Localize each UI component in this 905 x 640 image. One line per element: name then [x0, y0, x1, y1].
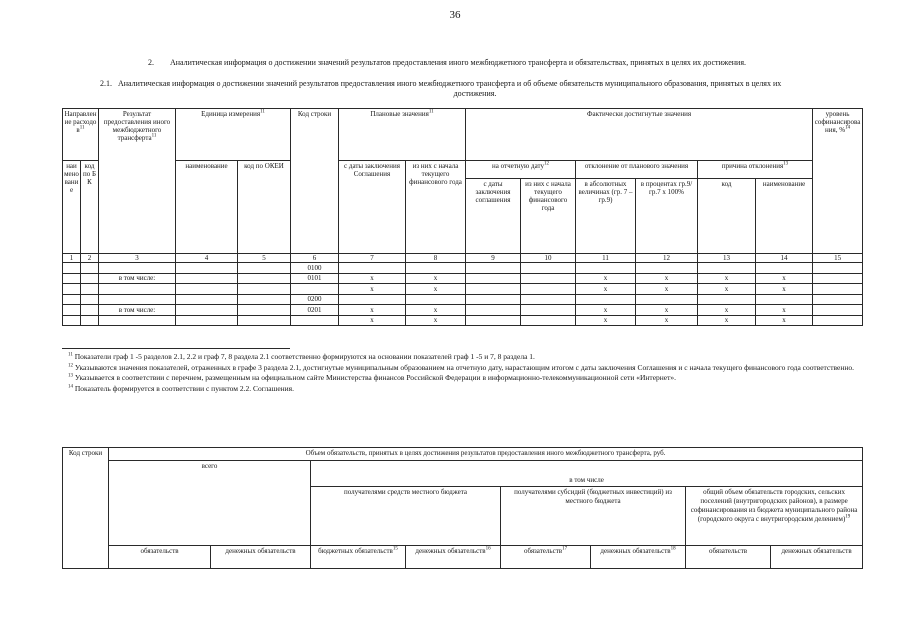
- table-cell: х: [576, 305, 636, 316]
- column-number: 12: [636, 254, 698, 263]
- table-cell: [63, 315, 81, 326]
- results-table-body: [63, 254, 863, 326]
- section-2-1-text-line1: Аналитическая информация о достижении значений результатов предоставления иного межбюджетного трансферта и об объеме обязательств муниципального образования, принятых в целях их: [118, 79, 782, 88]
- column-number: 15: [813, 254, 863, 263]
- footnote-mark: 13: [68, 373, 73, 379]
- table-cell: [63, 273, 81, 284]
- table-cell: [176, 284, 238, 295]
- deviation-pct-header: в процентах гр.9/гр.7 х 100%: [636, 179, 698, 254]
- table-cell: [466, 294, 521, 305]
- page-number: 36: [449, 9, 461, 21]
- settlements-monetary-obligations-header: [771, 546, 863, 569]
- table-cell: [521, 294, 576, 305]
- settlements-obligations-header: [686, 546, 771, 569]
- section-2-1-number: 2.1.: [100, 79, 112, 88]
- column-number: 3: [99, 254, 176, 263]
- cofinancing-header-text: уровень софинансирования, %: [814, 110, 861, 134]
- cell-text: обязательств: [140, 547, 179, 555]
- column-number: 9: [466, 254, 521, 263]
- table-cell: [291, 284, 339, 295]
- column-number: 13: [698, 254, 756, 263]
- local-budget-recipients-header: получателями средств местного бюджета: [311, 487, 501, 546]
- table-cell: [466, 263, 521, 274]
- table-cell: х: [339, 315, 406, 326]
- table-cell: х: [756, 315, 813, 326]
- total-header: всего: [109, 461, 311, 546]
- planned-from-year-header: из них с начала текущего финансового года: [406, 161, 466, 254]
- column-number: 10: [521, 254, 576, 263]
- footnote-mark: 14: [68, 384, 73, 389]
- table-cell: [176, 273, 238, 284]
- table-cell: х: [698, 305, 756, 316]
- table-cell: [81, 294, 99, 305]
- table-cell: х: [636, 315, 698, 326]
- table-cell: [466, 273, 521, 284]
- deviation-abs-header: в абсолютных величинах (гр. 7 – гр.9): [576, 179, 636, 254]
- table-cell: [99, 294, 176, 305]
- obligations-table: [62, 447, 863, 569]
- table-cell: [698, 294, 756, 305]
- reason-name-header: наименование: [756, 179, 813, 254]
- table-cell: [81, 305, 99, 316]
- actual-reporting-date-header: [466, 161, 576, 179]
- obligations-title: Объем обязательств, принятых в целях достижения результатов предоставления иного межбюджетного трансферта, руб.: [109, 448, 863, 461]
- table-cell: х: [698, 273, 756, 284]
- result-header-text: Результат предоставления иного межбюджетного трансферта: [103, 110, 171, 142]
- header-row-1: [63, 109, 863, 161]
- settlements-total-header: [686, 487, 863, 546]
- cell-text: денежных обязательств: [225, 547, 296, 555]
- table-cell: [238, 315, 291, 326]
- footnote-separator: [62, 348, 290, 349]
- row-code-header: Код строки: [291, 109, 339, 254]
- planned-header-text: Плановые значения: [370, 110, 429, 118]
- table-cell: [466, 305, 521, 316]
- table-cell: в том числе:: [99, 305, 176, 316]
- table-cell: х: [756, 273, 813, 284]
- row-code-header: Код строки: [63, 448, 109, 569]
- table-cell: [238, 305, 291, 316]
- table-cell: 0100: [291, 263, 339, 274]
- unit-code-header: код по ОКЕИ: [238, 161, 291, 254]
- table-cell: [63, 305, 81, 316]
- cell-text: обязательств: [523, 547, 563, 555]
- total-monetary-obligations-header: [211, 546, 311, 569]
- reason-code-header: код: [698, 179, 756, 254]
- table-cell: [756, 263, 813, 274]
- footnotes: [68, 352, 858, 394]
- table-cell: [466, 284, 521, 295]
- table-cell: [466, 315, 521, 326]
- table-cell: х: [576, 315, 636, 326]
- table-cell: [81, 284, 99, 295]
- table-cell: [339, 294, 406, 305]
- footnote-text: Показатель формируется в соответствии с пунктом 2.2. Соглашения.: [74, 383, 295, 393]
- header-row-2: [63, 161, 863, 179]
- direction-code-header: код по БК: [81, 161, 99, 254]
- column-number: 6: [291, 254, 339, 263]
- table-cell: [406, 263, 466, 274]
- table-cell: 0101: [291, 273, 339, 284]
- table-cell: х: [698, 315, 756, 326]
- table-cell: [813, 273, 863, 284]
- column-numbers-row: [63, 254, 863, 263]
- footnote-14: [68, 384, 858, 395]
- cell-text: обязательств: [708, 547, 748, 555]
- section-2-1-text-line2: достижения.: [453, 89, 497, 98]
- table-cell: х: [756, 284, 813, 295]
- column-number: 4: [176, 254, 238, 263]
- table-cell: 0200: [291, 294, 339, 305]
- footnote-ref: 11: [79, 125, 85, 131]
- table-row: [63, 284, 863, 295]
- table-cell: [521, 284, 576, 295]
- column-number: 7: [339, 254, 406, 263]
- unit-header: [176, 109, 291, 161]
- subsidy-monetary-obligations-header: [591, 546, 686, 569]
- cell-text: денежных обязательств: [781, 547, 852, 555]
- reason-header-text: причина отклонения: [721, 162, 784, 170]
- column-number: 14: [756, 254, 813, 263]
- cell-text: бюджетных обязательств: [318, 547, 393, 555]
- table-cell: [238, 263, 291, 274]
- cofinancing-header: [813, 109, 863, 254]
- footnote-ref: 11: [260, 109, 265, 115]
- obligations-header-row-2: [63, 461, 863, 487]
- footnote-12: [68, 363, 858, 374]
- planned-from-agreement-header: с даты заключения Соглашения: [339, 161, 406, 254]
- table-cell: [406, 294, 466, 305]
- table-cell: [813, 263, 863, 274]
- footnote-text: Указываются значения показателей, отраженных в графе 3 раздела 2.1, достигнутые муниципальным образованием на отчетную дату, нарастающим итогом с даты заключения Соглашения и с начала текущего финансового года соответственно.: [74, 362, 854, 372]
- direction-header: [63, 109, 99, 161]
- table-cell: [99, 284, 176, 295]
- table-cell: [813, 284, 863, 295]
- column-number: 5: [238, 254, 291, 263]
- including-header: в том числе: [311, 461, 863, 487]
- table-cell: [81, 263, 99, 274]
- table-cell: [813, 294, 863, 305]
- column-number: 11: [576, 254, 636, 263]
- obligations-header-row-1: [63, 448, 863, 461]
- table-cell: х: [406, 315, 466, 326]
- subsidy-recipients-header: получателями субсидий (бюджетных инвестиций) из местного бюджета: [501, 487, 686, 546]
- table-cell: х: [406, 305, 466, 316]
- table-cell: [813, 305, 863, 316]
- table-cell: [576, 263, 636, 274]
- table-cell: х: [636, 305, 698, 316]
- table-cell: х: [406, 273, 466, 284]
- cell-text: денежных обязательств: [600, 547, 671, 555]
- footnote-ref: 11: [428, 109, 434, 115]
- obligations-header-row-4: [63, 546, 863, 569]
- footnote-mark: 12: [68, 363, 73, 368]
- footnote-text: Показатели граф 1 -5 разделов 2.1, 2.2 и граф 7, 8 раздела 2.1 соответственно формируются на основании показателей граф 1 -5 и 7, 8 раздела 1.: [74, 352, 535, 361]
- column-number: 8: [406, 254, 466, 263]
- table-cell: [813, 315, 863, 326]
- table-cell: х: [698, 284, 756, 295]
- direction-header-text: Направление расходов: [64, 110, 97, 134]
- footnote-mark: 11: [68, 352, 73, 358]
- local-budget-obligations-header: [311, 546, 406, 569]
- table-cell: [756, 294, 813, 305]
- actual-header: Фактически достигнутые значения: [466, 109, 813, 161]
- table-cell: х: [339, 284, 406, 295]
- table-cell: [63, 284, 81, 295]
- deviation-header: отклонение от планового значения: [576, 161, 698, 179]
- footnote-text: Указывается в соответствии с перечнем, размещенным на официальном сайте Министерства финансов Российской Федерации в информационно-телекоммуникационной сети «Интернет».: [74, 373, 677, 382]
- footnote-ref: 12: [543, 161, 549, 167]
- footnote-13: [68, 373, 858, 384]
- unit-header-text: Единица измерения: [201, 110, 261, 118]
- table-cell: [176, 263, 238, 274]
- table-cell: [339, 263, 406, 274]
- table-cell: х: [636, 284, 698, 295]
- table-row: [63, 294, 863, 305]
- table-cell: [636, 294, 698, 305]
- actual-from-agreement-header: с даты заключения соглашения: [466, 179, 521, 254]
- table-row: [63, 315, 863, 326]
- direction-name-header: наименование: [63, 161, 81, 254]
- actual-reporting-date-text: на отчетную дату: [492, 162, 544, 170]
- table-cell: х: [406, 284, 466, 295]
- table-cell: [63, 263, 81, 274]
- table-cell: [521, 273, 576, 284]
- table-cell: х: [339, 305, 406, 316]
- table-cell: [291, 315, 339, 326]
- table-cell: х: [576, 273, 636, 284]
- section-2-number: 2.: [148, 58, 154, 67]
- footnote-ref: 18: [670, 546, 676, 552]
- table-cell: [81, 315, 99, 326]
- table-cell: х: [576, 284, 636, 295]
- reason-header: [698, 161, 813, 179]
- settlements-total-text: общий объем обязательств городских, сельских поселений (внутригородских районов), в размере софинансирования из бюджета муниципального района (городского округа с внутригородским делением): [690, 488, 858, 523]
- table-cell: 0201: [291, 305, 339, 316]
- table-row: [63, 263, 863, 274]
- total-obligations-header: [109, 546, 211, 569]
- table-cell: х: [339, 273, 406, 284]
- section-2-text: Аналитическая информация о достижении значений результатов предоставления иного межбюджетного трансферта и обязательствах, принятых в целях их достижения.: [170, 58, 746, 67]
- footnote-ref: 13: [783, 161, 789, 167]
- table-cell: в том числе:: [99, 273, 176, 284]
- table-cell: [176, 315, 238, 326]
- section-2-heading: [148, 58, 746, 68]
- footnote-ref: 16: [485, 546, 491, 552]
- local-monetary-obligations-header: [406, 546, 501, 569]
- subsidy-obligations-header: [501, 546, 591, 569]
- footnote-ref: 19: [845, 514, 851, 520]
- section-2-1-heading: [100, 79, 781, 89]
- column-number: 1: [63, 254, 81, 263]
- table-cell: [176, 305, 238, 316]
- table-cell: [238, 273, 291, 284]
- table-cell: [698, 263, 756, 274]
- column-number: 2: [81, 254, 99, 263]
- table-cell: [576, 294, 636, 305]
- table-cell: [636, 263, 698, 274]
- footnote-ref: 17: [562, 546, 568, 552]
- footnote-11: [68, 352, 858, 363]
- footnote-ref: 15: [392, 546, 398, 552]
- table-cell: [521, 263, 576, 274]
- table-row: [63, 273, 863, 284]
- table-cell: [521, 305, 576, 316]
- table-cell: х: [756, 305, 813, 316]
- table-cell: [99, 263, 176, 274]
- table-row: [63, 305, 863, 316]
- actual-from-year-header: из них с начала текущего финансового года: [521, 179, 576, 254]
- result-header: [99, 109, 176, 254]
- table-cell: [81, 273, 99, 284]
- results-table: [62, 108, 863, 326]
- table-cell: х: [636, 273, 698, 284]
- table-cell: [238, 294, 291, 305]
- table-cell: [521, 315, 576, 326]
- footnote-ref: 14: [845, 125, 851, 131]
- planned-header: [339, 109, 466, 161]
- unit-name-header: наименование: [176, 161, 238, 254]
- table-cell: [63, 294, 81, 305]
- table-cell: [238, 284, 291, 295]
- table-cell: [99, 315, 176, 326]
- cell-text: денежных обязательств: [415, 547, 486, 555]
- footnote-ref: 11: [151, 133, 157, 139]
- table-cell: [176, 294, 238, 305]
